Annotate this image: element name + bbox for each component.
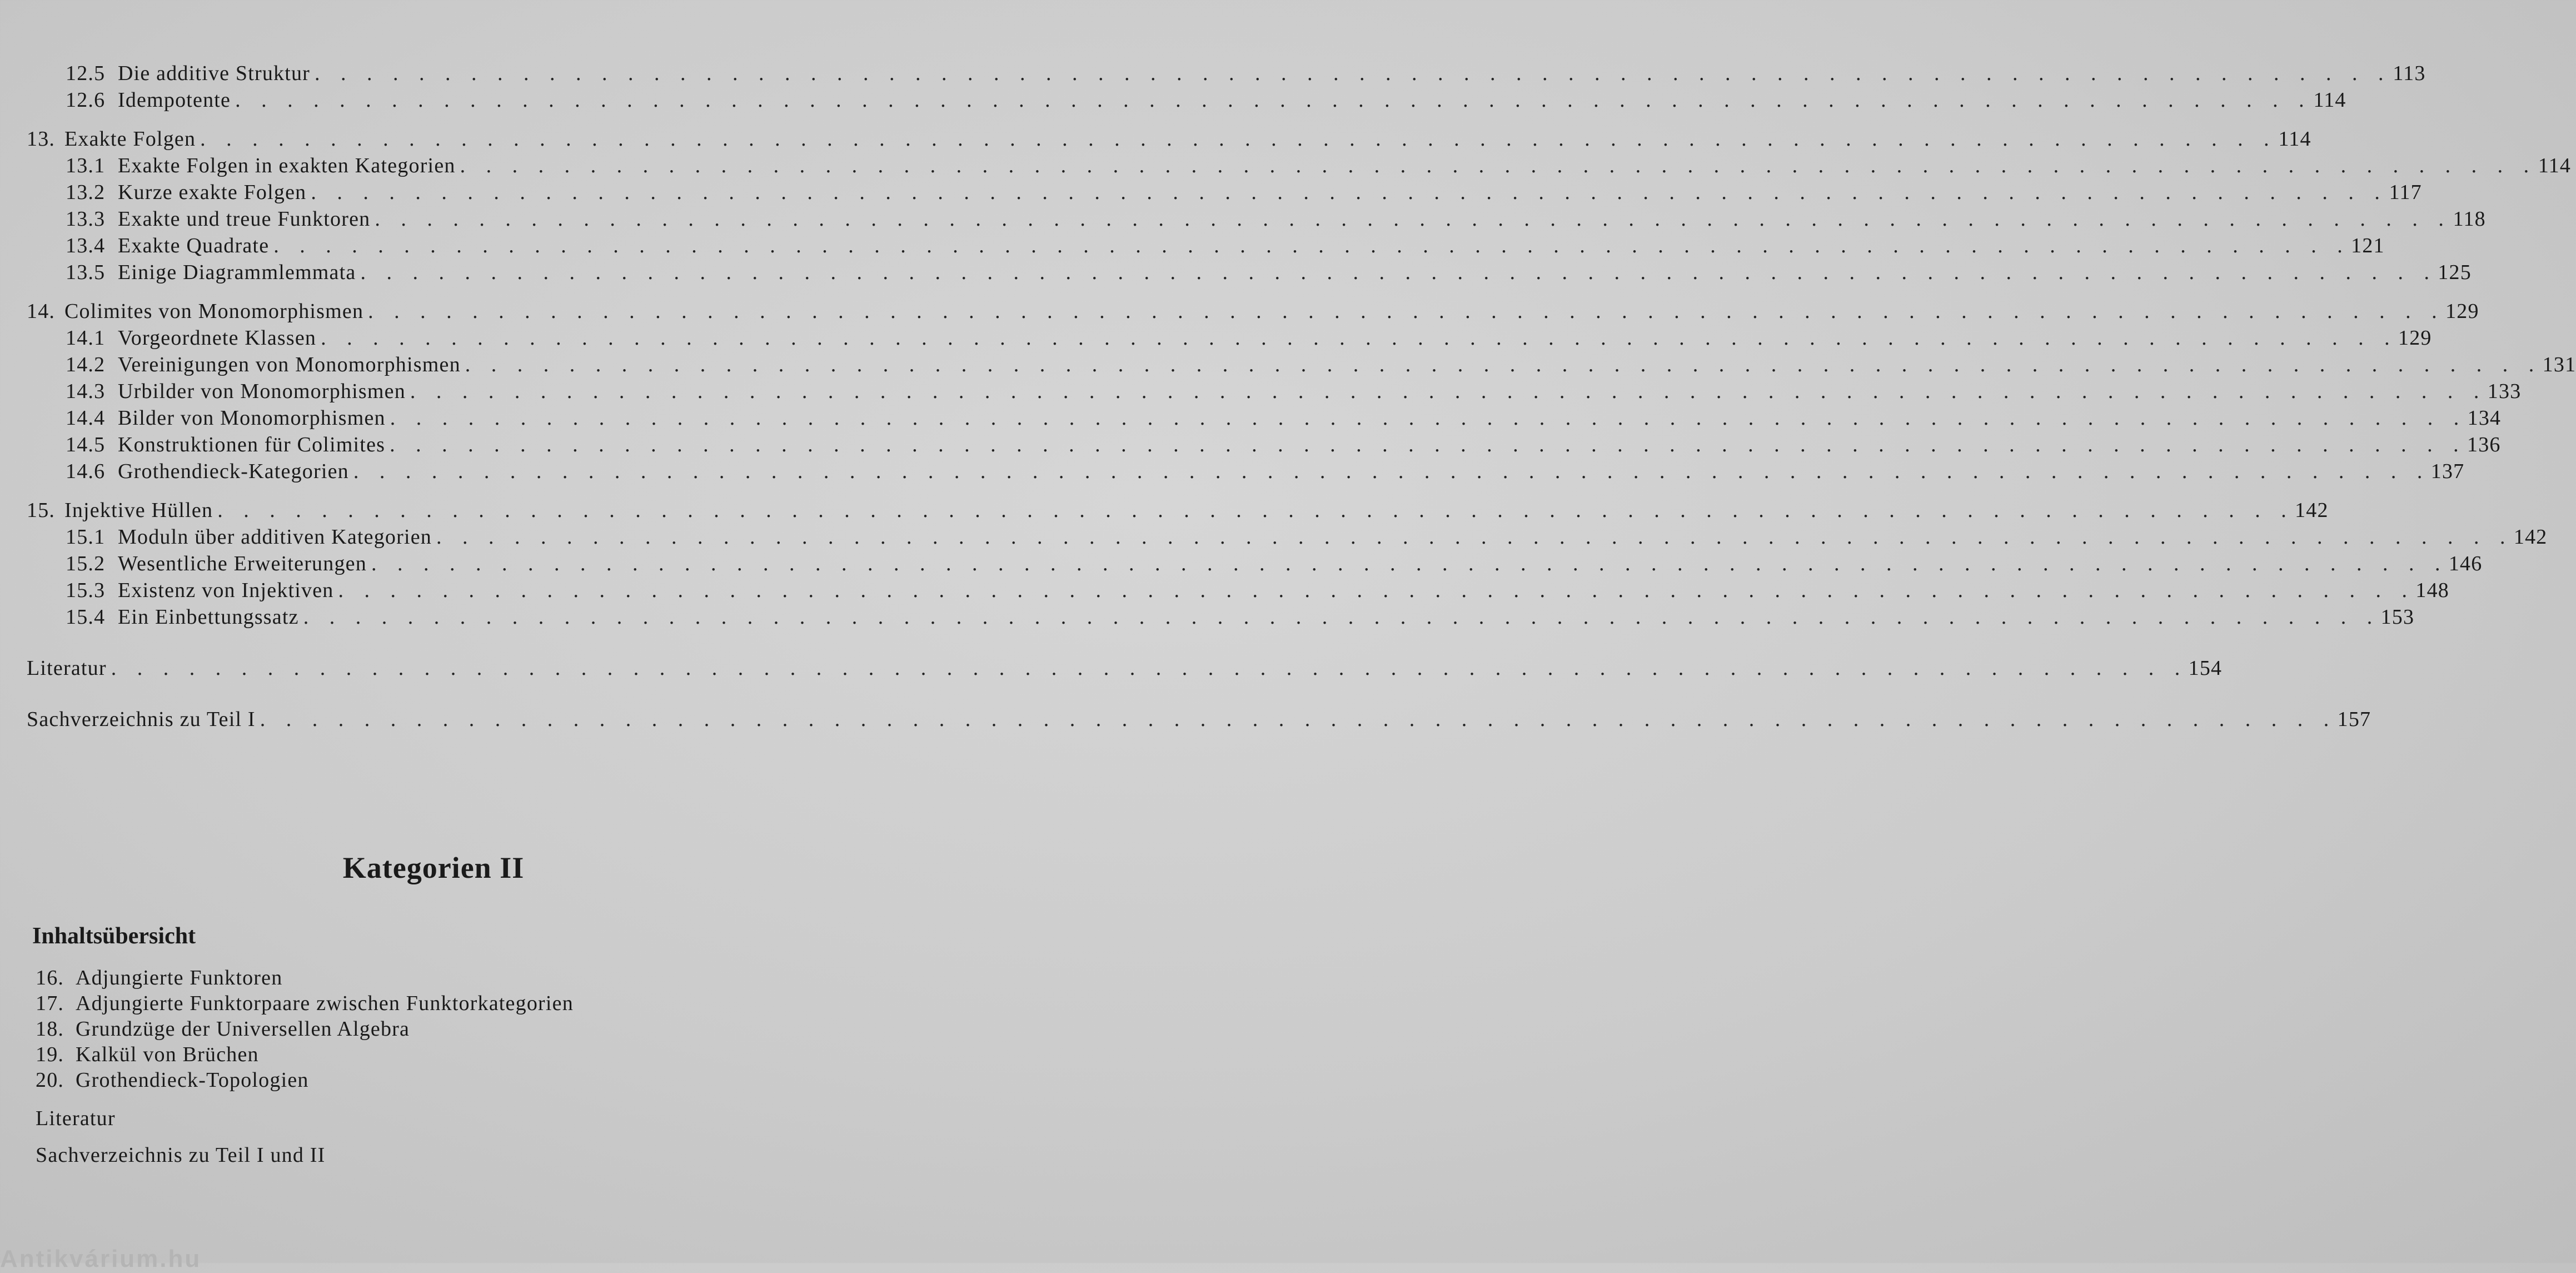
overview-literature: Literatur bbox=[36, 1107, 116, 1130]
toc-entry-title: Konstruktionen für Colimites bbox=[118, 433, 386, 456]
toc-entry-page: 153 bbox=[2380, 605, 2415, 629]
toc-entry-title: Grothendieck-Kategorien bbox=[118, 460, 349, 483]
toc-entry bbox=[27, 126, 2311, 152]
dot-leader: . . . . . . . . . . . . . . . . . . . . . . . . . . . . . . . . . . . . . . . . . . . . . . . . . . . . . . . . . . . . . . . . . . . . . . . . . . . . . . . . bbox=[460, 154, 2537, 177]
toc-entry-number: 13.5 bbox=[66, 261, 106, 284]
overview-index: Sachverzeichnis zu Teil I und II bbox=[36, 1143, 326, 1167]
overview-item-title: Grothendieck-Topologien bbox=[76, 1068, 309, 1092]
dot-leader: . . . . . . . . . . . . . . . . . . . . . . . . . . . . . . . . . . . . . . . . . . . . . . . . . . . . . . . . . . . . . . . . . . . . . . . . . . . . . . . . bbox=[375, 207, 2452, 231]
toc-entry-page: 142 bbox=[2295, 499, 2329, 522]
overview-item-title: Grundzüge der Universellen Algebra bbox=[76, 1017, 410, 1041]
overview-item-number: 16. bbox=[36, 966, 64, 989]
dot-leader: . . . . . . . . . . . . . . . . . . . . . . . . . . . . . . . . . . . . . . . . . . . . . . . . . . . . . . . . . . . . . . . . . . . . . . . . . . . . . . . . bbox=[390, 406, 2467, 430]
toc-entry-title: Moduln über additiven Kategorien bbox=[118, 525, 432, 549]
toc-entry bbox=[27, 550, 2483, 577]
dot-leader: . . . . . . . . . . . . . . . . . . . . . . . . . . . . . . . . . . . . . . . . . . . . . . . . . . . . . . . . . . . . . . . . . . . . . . . . . . . . . . . . bbox=[360, 261, 2437, 284]
toc-entry-title: Exakte Quadrate bbox=[118, 234, 270, 257]
dot-leader: . . . . . . . . . . . . . . . . . . . . . . . . . . . . . . . . . . . . . . . . . . . . . . . . . . . . . . . . . . . . . . . . . . . . . . . . . . . . . . . . bbox=[217, 499, 2294, 522]
toc-entry-title: Vorgeordnete Klassen bbox=[118, 326, 317, 350]
dot-leader: . . . . . . . . . . . . . . . . . . . . . . . . . . . . . . . . . . . . . . . . . . . . . . . . . . . . . . . . . . . . . . . . . . . . . . . . . . . . . . . . bbox=[465, 353, 2542, 376]
overview-list bbox=[36, 965, 574, 1168]
toc-entry-number: 15.2 bbox=[66, 552, 106, 575]
toc-entry-number: 14.1 bbox=[66, 326, 106, 350]
toc-entry-title: Existenz von Injektiven bbox=[118, 579, 334, 602]
toc-entry-page: 134 bbox=[2467, 406, 2502, 430]
toc-entry-number: 14.6 bbox=[66, 460, 106, 483]
overview-item bbox=[36, 1016, 574, 1042]
overview-item bbox=[36, 1042, 574, 1067]
toc-entry-number: 14.4 bbox=[66, 406, 106, 430]
dot-leader: . . . . . . . . . . . . . . . . . . . . . . . . . . . . . . . . . . . . . . . . . . . . . . . . . . . . . . . . . . . . . . . . . . . . . . . . . . . . . . . . bbox=[273, 234, 2350, 257]
dot-leader: . . . . . . . . . . . . . . . . . . . . . . . . . . . . . . . . . . . . . . . . . . . . . . . . . . . . . . . . . . . . . . . . . . . . . . . . . . . . . . . . bbox=[303, 605, 2380, 629]
toc-entry-title: Idempotente bbox=[118, 88, 231, 112]
toc-entry-title: Bilder von Monomorphismen bbox=[118, 406, 386, 430]
toc-entry bbox=[27, 152, 2572, 179]
toc-entry bbox=[27, 405, 2502, 431]
toc-entry-title: Exakte Folgen bbox=[64, 127, 196, 151]
overview-item-title: Adjungierte Funktorpaare zwischen Funktorkategorien bbox=[76, 992, 574, 1015]
toc-entry-page: 129 bbox=[2445, 300, 2479, 323]
toc-entry bbox=[27, 431, 2501, 458]
toc-entry-page: 157 bbox=[2337, 708, 2371, 731]
toc-entry-page: 117 bbox=[2389, 181, 2422, 204]
toc-entry-number: 15. bbox=[27, 499, 56, 522]
dot-leader: . . . . . . . . . . . . . . . . . . . . . . . . . . . . . . . . . . . . . . . . . . . . . . . . . . . . . . . . . . . . . . . . . . . . . . . . . . . . . . . . bbox=[235, 88, 2312, 112]
toc-entry-title: Einige Diagrammlemmata bbox=[118, 261, 356, 284]
toc-entry-number: 13.2 bbox=[66, 181, 106, 204]
overview-item bbox=[36, 965, 574, 991]
toc-entry bbox=[27, 655, 2223, 682]
toc-entry-page: 142 bbox=[2513, 525, 2548, 549]
toc-entry-title: Urbilder von Monomorphismen bbox=[118, 380, 406, 403]
watermark-text: Antikvárium.hu bbox=[0, 1245, 202, 1272]
toc-entry bbox=[27, 206, 2486, 232]
toc-entry bbox=[27, 706, 2371, 733]
toc-entry-page: 131 bbox=[2542, 353, 2576, 376]
overview-item-number: 20. bbox=[36, 1068, 64, 1092]
toc-entry-number: 12.6 bbox=[66, 88, 106, 112]
toc-entry-title: Ein Einbettungssatz bbox=[118, 605, 299, 629]
dot-leader: . . . . . . . . . . . . . . . . . . . . . . . . . . . . . . . . . . . . . . . . . . . . . . . . . . . . . . . . . . . . . . . . . . . . . . . . . . . . . . . . bbox=[410, 380, 2487, 403]
overview-item-title: Adjungierte Funktoren bbox=[76, 966, 283, 989]
toc-entry-page: 136 bbox=[2467, 433, 2501, 456]
toc-entry bbox=[27, 232, 2385, 259]
toc-entry-number: 15.3 bbox=[66, 579, 106, 602]
toc-entry-number: 14. bbox=[27, 300, 56, 323]
dot-leader: . . . . . . . . . . . . . . . . . . . . . . . . . . . . . . . . . . . . . . . . . . . . . . . . . . . . . . . . . . . . . . . . . . . . . . . . . . . . . . . . bbox=[200, 127, 2277, 151]
dot-leader: . . . . . . . . . . . . . . . . . . . . . . . . . . . . . . . . . . . . . . . . . . . . . . . . . . . . . . . . . . . . . . . . . . . . . . . . . . . . . . . . bbox=[260, 708, 2337, 731]
toc-entry-number: 13.4 bbox=[66, 234, 106, 257]
toc-entry-page: 154 bbox=[2188, 657, 2223, 680]
toc-entry-number: 13.3 bbox=[66, 207, 106, 231]
toc-entry-title: Kurze exakte Folgen bbox=[118, 181, 307, 204]
dot-leader: . . . . . . . . . . . . . . . . . . . . . . . . . . . . . . . . . . . . . . . . . . . . . . . . . . . . . . . . . . . . . . . . . . . . . . . . . . . . . . . . bbox=[390, 433, 2467, 456]
table-of-contents bbox=[27, 60, 2576, 733]
dot-leader: . . . . . . . . . . . . . . . . . . . . . . . . . . . . . . . . . . . . . . . . . . . . . . . . . . . . . . . . . . . . . . . . . . . . . . . . . . . . . . . . bbox=[111, 657, 2188, 680]
dot-leader: . . . . . . . . . . . . . . . . . . . . . . . . . . . . . . . . . . . . . . . . . . . . . . . . . . . . . . . . . . . . . . . . . . . . . . . . . . . . . . . . bbox=[371, 552, 2448, 575]
toc-entry-number: 14.3 bbox=[66, 380, 106, 403]
toc-entry bbox=[27, 60, 2426, 87]
toc-entry-title: Colimites von Monomorphismen bbox=[64, 300, 364, 323]
toc-entry-page: 121 bbox=[2351, 234, 2385, 257]
toc-entry bbox=[27, 458, 2465, 485]
toc-entry-page: 114 bbox=[2538, 154, 2572, 177]
toc-entry-page: 118 bbox=[2453, 207, 2486, 231]
part-title: Kategorien II bbox=[342, 851, 525, 884]
toc-entry-page: 129 bbox=[2398, 326, 2432, 350]
toc-entry-title: Injektive Hüllen bbox=[64, 499, 213, 522]
toc-entry-number: 13.1 bbox=[66, 154, 106, 177]
toc-entry-title: Vereinigungen von Monomorphismen bbox=[118, 353, 461, 376]
dot-leader: . . . . . . . . . . . . . . . . . . . . . . . . . . . . . . . . . . . . . . . . . . . . . . . . . . . . . . . . . . . . . . . . . . . . . . . . . . . . . . . . bbox=[311, 181, 2388, 204]
toc-entry bbox=[27, 604, 2415, 630]
toc-entry-page: 137 bbox=[2430, 460, 2465, 483]
overview-item bbox=[36, 991, 574, 1016]
toc-entry-page: 114 bbox=[2313, 88, 2346, 112]
toc-entry bbox=[27, 259, 2472, 286]
toc-entry bbox=[27, 87, 2346, 113]
overview-heading: Inhaltsübersicht bbox=[32, 923, 196, 949]
toc-entry bbox=[27, 577, 2450, 604]
toc-entry-title: Sachverzeichnis zu Teil I bbox=[27, 708, 256, 731]
toc-entry-page: 113 bbox=[2393, 62, 2426, 85]
dot-leader: . . . . . . . . . . . . . . . . . . . . . . . . . . . . . . . . . . . . . . . . . . . . . . . . . . . . . . . . . . . . . . . . . . . . . . . . . . . . . . . . bbox=[315, 62, 2391, 85]
overview-item-number: 17. bbox=[36, 992, 64, 1015]
toc-entry bbox=[27, 298, 2479, 325]
toc-entry-number: 15.4 bbox=[66, 605, 106, 629]
toc-entry-page: 133 bbox=[2487, 380, 2522, 403]
toc-entry-number: 15.1 bbox=[66, 525, 106, 549]
toc-entry bbox=[27, 497, 2329, 524]
toc-entry-number: 12.5 bbox=[66, 62, 106, 85]
toc-entry-title: Exakte und treue Funktoren bbox=[118, 207, 371, 231]
toc-entry-number: 14.2 bbox=[66, 353, 106, 376]
overview-item-number: 19. bbox=[36, 1043, 64, 1066]
overview-item-title: Kalkül von Brüchen bbox=[76, 1043, 259, 1066]
toc-entry-title: Literatur bbox=[27, 657, 107, 680]
dot-leader: . . . . . . . . . . . . . . . . . . . . . . . . . . . . . . . . . . . . . . . . . . . . . . . . . . . . . . . . . . . . . . . . . . . . . . . . . . . . . . . . bbox=[353, 460, 2430, 483]
dot-leader: . . . . . . . . . . . . . . . . . . . . . . . . . . . . . . . . . . . . . . . . . . . . . . . . . . . . . . . . . . . . . . . . . . . . . . . . . . . . . . . . bbox=[338, 579, 2415, 602]
dot-leader: . . . . . . . . . . . . . . . . . . . . . . . . . . . . . . . . . . . . . . . . . . . . . . . . . . . . . . . . . . . . . . . . . . . . . . . . . . . . . . . . bbox=[368, 300, 2445, 323]
toc-entry-number: 13. bbox=[27, 127, 56, 151]
dot-leader: . . . . . . . . . . . . . . . . . . . . . . . . . . . . . . . . . . . . . . . . . . . . . . . . . . . . . . . . . . . . . . . . . . . . . . . . . . . . . . . . bbox=[321, 326, 2398, 350]
dot-leader: . . . . . . . . . . . . . . . . . . . . . . . . . . . . . . . . . . . . . . . . . . . . . . . . . . . . . . . . . . . . . . . . . . . . . . . . . . . . . . . . bbox=[436, 525, 2513, 549]
toc-entry bbox=[27, 378, 2522, 405]
toc-entry-title: Wesentliche Erweiterungen bbox=[118, 552, 367, 575]
toc-entry bbox=[27, 351, 2576, 378]
toc-entry-title: Exakte Folgen in exakten Kategorien bbox=[118, 154, 456, 177]
toc-entry-page: 146 bbox=[2448, 552, 2483, 575]
toc-entry-page: 148 bbox=[2415, 579, 2450, 602]
toc-entry-page: 114 bbox=[2278, 127, 2311, 151]
toc-entry bbox=[27, 524, 2548, 550]
toc-entry bbox=[27, 179, 2422, 206]
overview-item bbox=[36, 1067, 574, 1093]
toc-entry-title: Die additive Struktur bbox=[118, 62, 311, 85]
overview-item-number: 18. bbox=[36, 1017, 64, 1041]
toc-entry bbox=[27, 325, 2432, 351]
toc-entry-page: 125 bbox=[2438, 261, 2472, 284]
toc-entry-number: 14.5 bbox=[66, 433, 106, 456]
